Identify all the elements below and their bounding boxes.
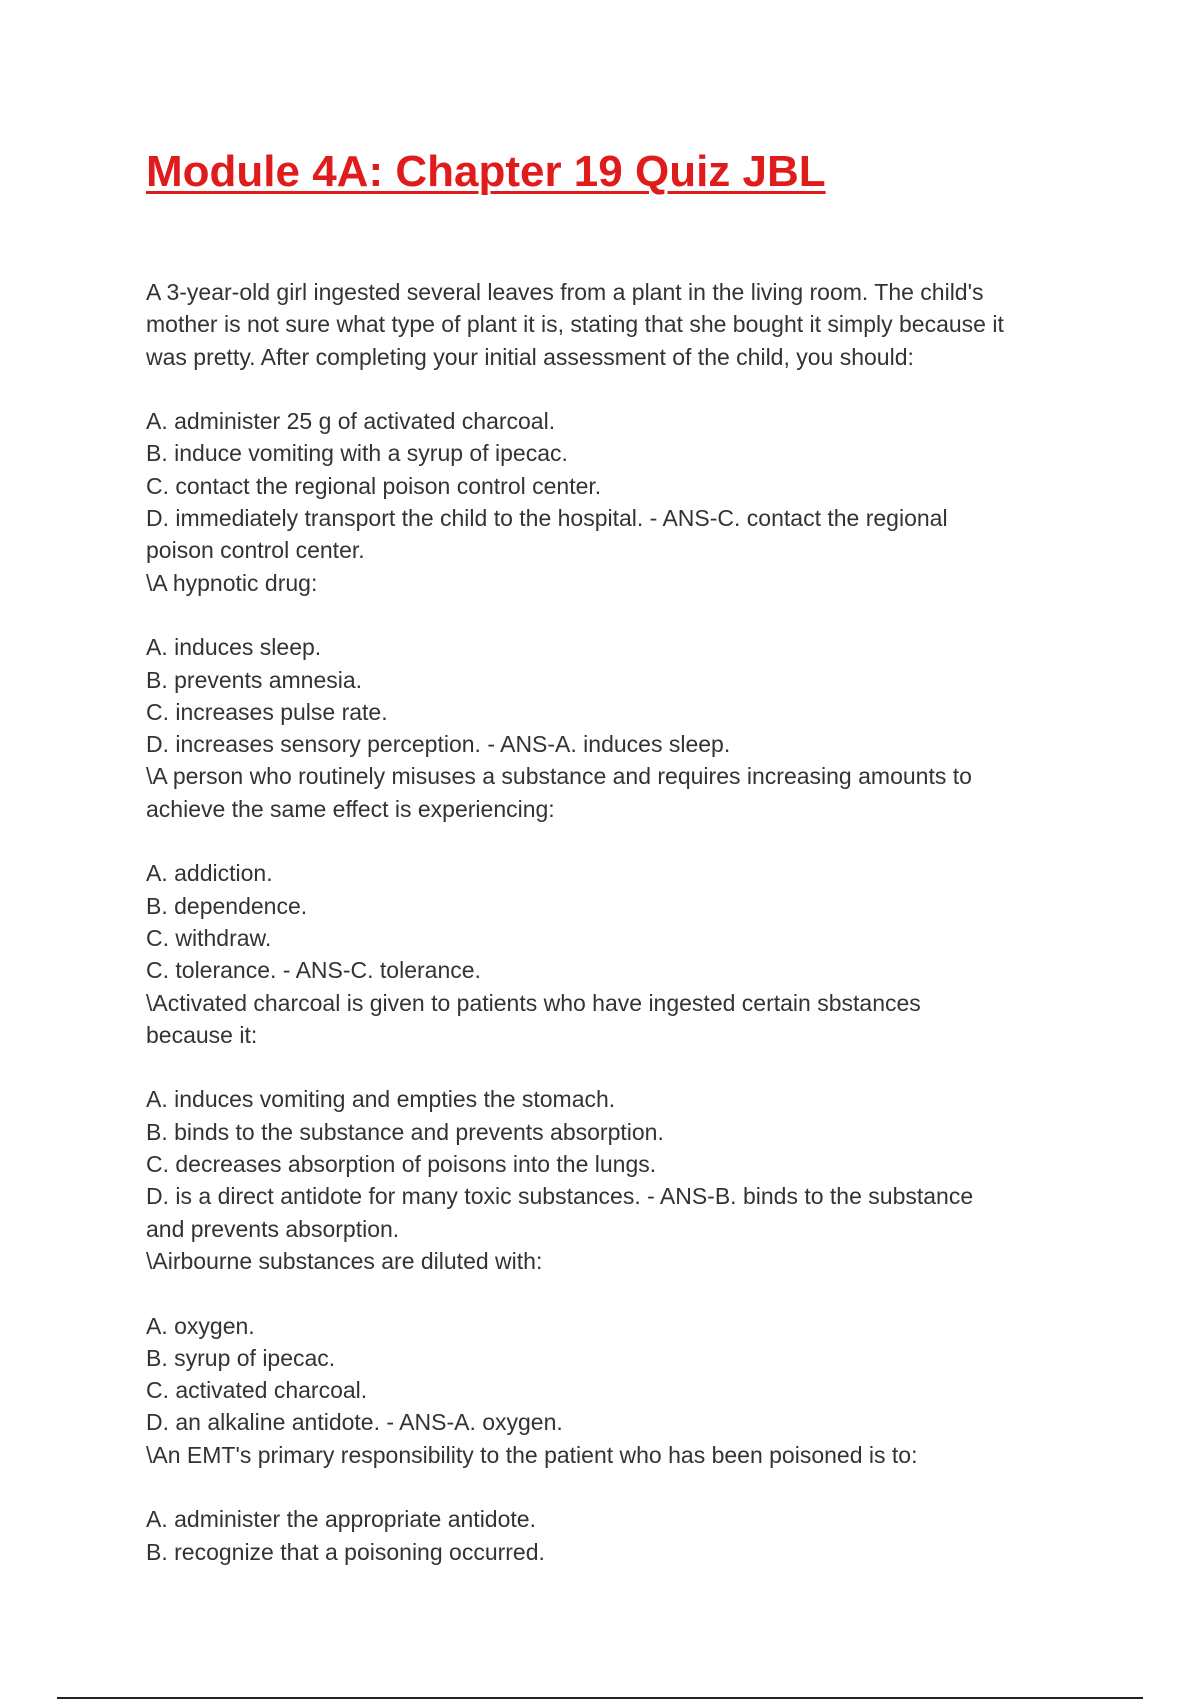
text-line: \Airbourne substances are diluted with: [146,1247,543,1274]
text-line: A. induces sleep. [146,634,322,661]
text-line: C. tolerance. - ANS-C. tolerance. [146,957,481,984]
blank-line [146,1051,1066,1083]
text-line: A. addiction. [146,860,273,887]
text-line: B. induce vomiting with a syrup of ipecac. [146,440,568,467]
page-title: Module 4A: Chapter 19 Quiz JBL [146,147,826,196]
text-line: A 3-year-old girl ingested several leaves from a plant in the living room. The child's [146,279,984,305]
text-line: poison control center. [146,537,365,564]
text-line: A. oxygen. [146,1312,255,1339]
text-line: \An EMT's primary responsibility to the patient who has been poisoned is to: [146,1441,918,1468]
text-line: achieve the same effect is experiencing: [146,795,555,822]
text-line: \A hypnotic drug: [146,569,318,596]
text-line: C. decreases absorption of poisons into the lungs. [146,1151,657,1178]
text-line: C. increases pulse rate. [146,698,388,725]
text-line: B. recognize that a poisoning occurred. [146,1538,545,1565]
text-line: B. dependence. [146,892,308,919]
text-line: A. administer 25 g of activated charcoal. [146,408,556,435]
text-line: C. contact the regional poison control center. [146,472,602,499]
text-line: B. binds to the substance and prevents absorption. [146,1118,664,1145]
text-line: B. prevents amnesia. [146,666,363,693]
text-line: \Activated charcoal is given to patients who have ingested certain sbstances [146,989,921,1016]
text-line: A. administer the appropriate antidote. [146,1506,536,1533]
text-line: and prevents absorption. [146,1215,400,1242]
text-line: D. increases sensory perception. - ANS-A. induces sleep. [146,731,731,758]
blank-line [146,825,1066,857]
text-line: \A person who routinely misuses a substance and requires increasing amounts to [146,763,972,790]
blank-line [146,1277,1066,1309]
text-line: B. syrup of ipecac. [146,1344,336,1371]
quiz-content [146,276,1066,1568]
text-line: D. immediately transport the child to the hospital. - ANS-C. contact the regional [146,505,948,532]
text-line: C. withdraw. [146,924,272,951]
text-line: was pretty. After completing your initial assessment of the child, you should: [146,343,914,370]
footer-rule [57,1697,1143,1699]
blank-line [146,599,1066,631]
text-line: A. induces vomiting and empties the stomach. [146,1086,616,1113]
blank-line [146,373,1066,405]
text-line: D. is a direct antidote for many toxic substances. - ANS-B. binds to the substance [146,1183,974,1210]
text-line: because it: [146,1021,258,1048]
text-line: mother is not sure what type of plant it is, stating that she bought it simply because it [146,311,1004,338]
text-line: C. activated charcoal. [146,1377,368,1404]
text-line: D. an alkaline antidote. - ANS-A. oxygen. [146,1409,563,1436]
blank-line [146,1471,1066,1503]
